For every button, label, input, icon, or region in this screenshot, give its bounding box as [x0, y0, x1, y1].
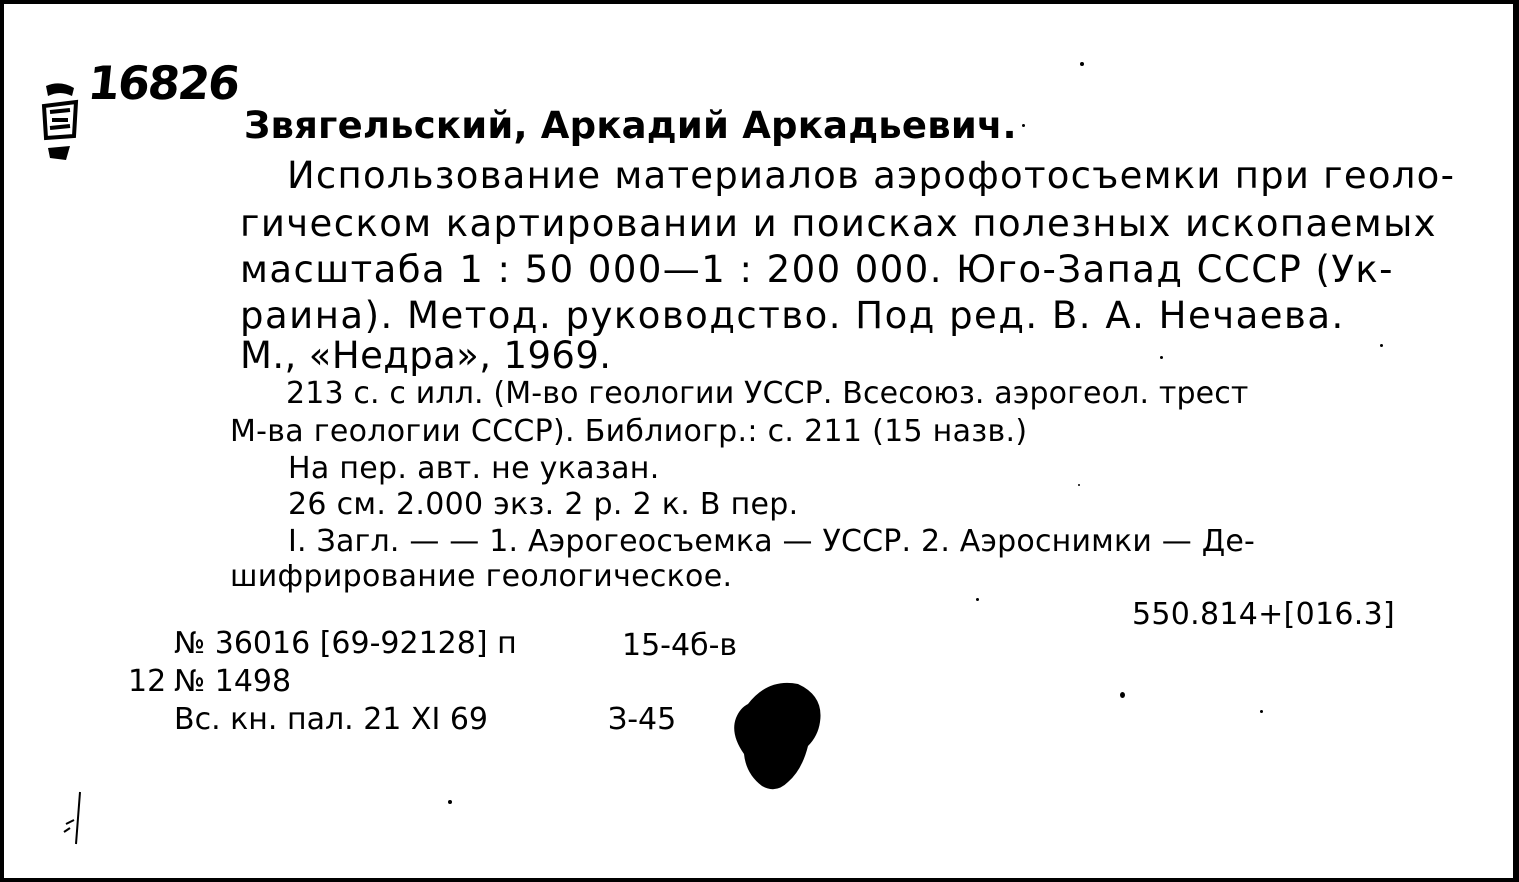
speck [1080, 62, 1084, 66]
description-line: 213 с. с илл. (М-во геологии УССР. Всесоюз. аэрогеол. трест [286, 376, 1249, 411]
title-line: гическом картировании и поисках полезных ископаемых [240, 202, 1437, 245]
description-line: М-ва геологии СССР). Библиогр.: с. 211 (15 назв.) [230, 414, 1028, 449]
speck [1078, 484, 1080, 486]
speck [976, 598, 979, 601]
author-heading: Звягельский, Аркадий Аркадьевич. [244, 104, 1017, 147]
speck [1160, 356, 1163, 359]
handwritten-number: 16826 [85, 56, 241, 110]
title-line: масштаба 1 : 50 000—1 : 200 000. Юго-Запад СССР (Ук- [240, 248, 1394, 291]
description-line: шифрирование геологическое. [230, 559, 733, 594]
ink-blot-icon [728, 674, 828, 794]
registration-number: № 36016 [69-92128] п [174, 626, 517, 661]
description-line: 26 см. 2.000 экз. 2 р. 2 к. В пер. [288, 487, 799, 522]
price-code: З-45 [608, 702, 677, 737]
pencil-mark-icon [60, 788, 90, 848]
title-line: Использование материалов аэрофотосъемки при геоло- [287, 154, 1456, 197]
description-line: I. Загл. — — 1. Аэрогеосъемка — УССР. 2. Аэроснимки — Де- [288, 524, 1256, 559]
prefix-number: 12 [128, 664, 167, 699]
stamp-mark-icon [40, 76, 80, 166]
udc-classification: 550.814+[016.3] [1132, 597, 1395, 632]
title-line: раина). Метод. руководство. Под ред. В. А. Нечаева. [240, 294, 1345, 337]
speck [448, 800, 452, 804]
description-line: На пер. авт. не указан. [288, 451, 660, 486]
speck [1380, 344, 1383, 347]
catalog-code: 15-4б-в [622, 628, 738, 663]
book-chamber-line: Вс. кн. пал. 21 XI 69 [174, 702, 489, 737]
speck [1260, 710, 1263, 713]
speck [1120, 692, 1125, 698]
catalog-card [4, 4, 1513, 878]
title-line: М., «Недра», 1969. [240, 334, 612, 377]
ks-number: № 1498 [174, 664, 292, 699]
speck [1022, 124, 1025, 127]
